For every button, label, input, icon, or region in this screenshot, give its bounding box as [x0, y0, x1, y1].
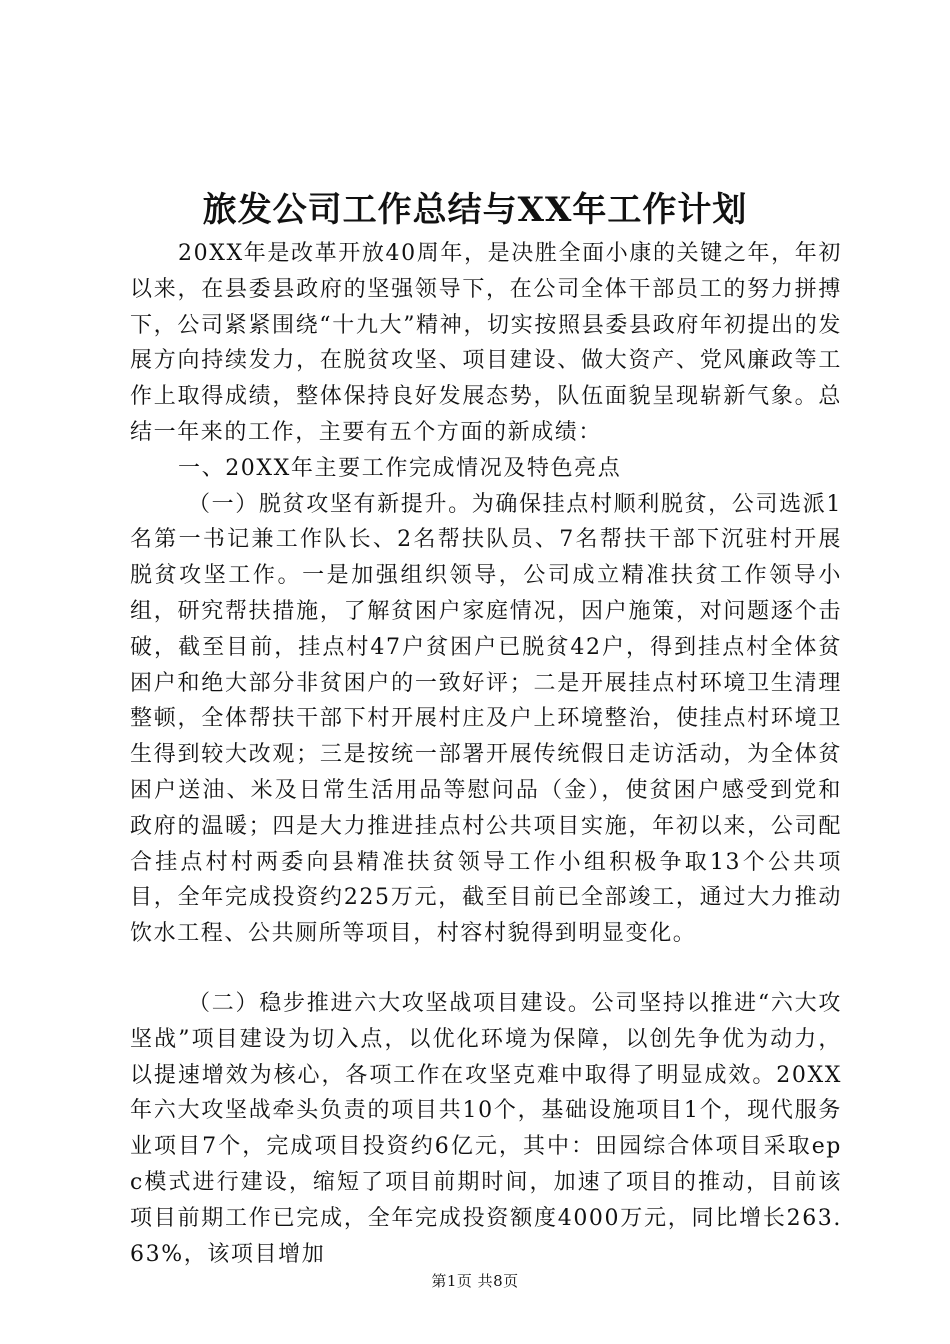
page-number: 第1页 共8页: [431, 1272, 519, 1290]
intro-paragraph: 20XX年是改革开放40周年，是决胜全面小康的关键之年，年初以来，在县委县政府的坚强领导下，在公司全体干部员工的努力拼搏下，公司紧紧围绕“十九大”精神，切实按照县委县政府年初提出的发展方向持续发力，在脱贫攻坚、项目建设、做大资产、党风廉政等工作上取得成绩，整体保持良好发展态势，队伍面貌呈现崭新气象。总结一年来的工作，主要有五个方面的新成绩：: [130, 241, 842, 445]
poverty-alleviation-paragraph: （一）脱贫攻坚有新提升。为确保挂点村顺利脱贫，公司选派1名第一书记兼工作队长、2名帮扶队员、7名帮扶干部下沉驻村开展脱贫攻坚工作。一是加强组织领导，公司成立精准扶贫工作领导小组，研究帮扶措施，了解贫困户家庭情况，因户施策，对问题逐个击破，截至目前，挂点村47户贫困户已脱贫42户，得到挂点村全体贫困户和绝大部分非贫困户的一致好评；二是开展挂点村环境卫生清理整顿，全体帮扶干部下村开展村庄及户上环境整治，使挂点村环境卫生得到较大改观；三是按统一部署开展传统假日走访活动，为全体贫困户送油、米及日常生活用品等慰问品（金），使贫困户感受到党和政府的温暖；四是大力推进挂点村公共项目实施，年初以来，公司配合挂点村村两委向县精准扶贫领导工作小组积极争取13个公共项目，全年完成投资约225万元，截至目前已全部竣工，通过大力推动饮水工程、公共厕所等项目，村容村貌得到明显变化。: [130, 491, 842, 947]
document-body: [130, 236, 842, 1272]
section-heading: 一、20XX年主要工作完成情况及特色亮点: [178, 455, 622, 481]
document-title: 旅发公司工作总结与XX年工作计划: [202, 190, 748, 230]
project-construction-paragraph: （二）稳步推进六大攻坚战项目建设。公司坚持以推进“六大攻坚战”项目建设为切入点，以优化环境为保障，以创先争优为动力，以提速增效为核心，各项工作在攻坚克难中取得了明显成效。20XX年六大攻坚战牵头负责的项目共10个，基础设施项目1个，现代服务业项目7个，完成项目投资约6亿元，其中：田园综合体项目采取epc模式进行建设，缩短了项目前期时间，加速了项目的推动，目前该项目前期工作已完成，全年完成投资额度4000万元，同比增长263.63%，该项目增加: [130, 990, 842, 1267]
